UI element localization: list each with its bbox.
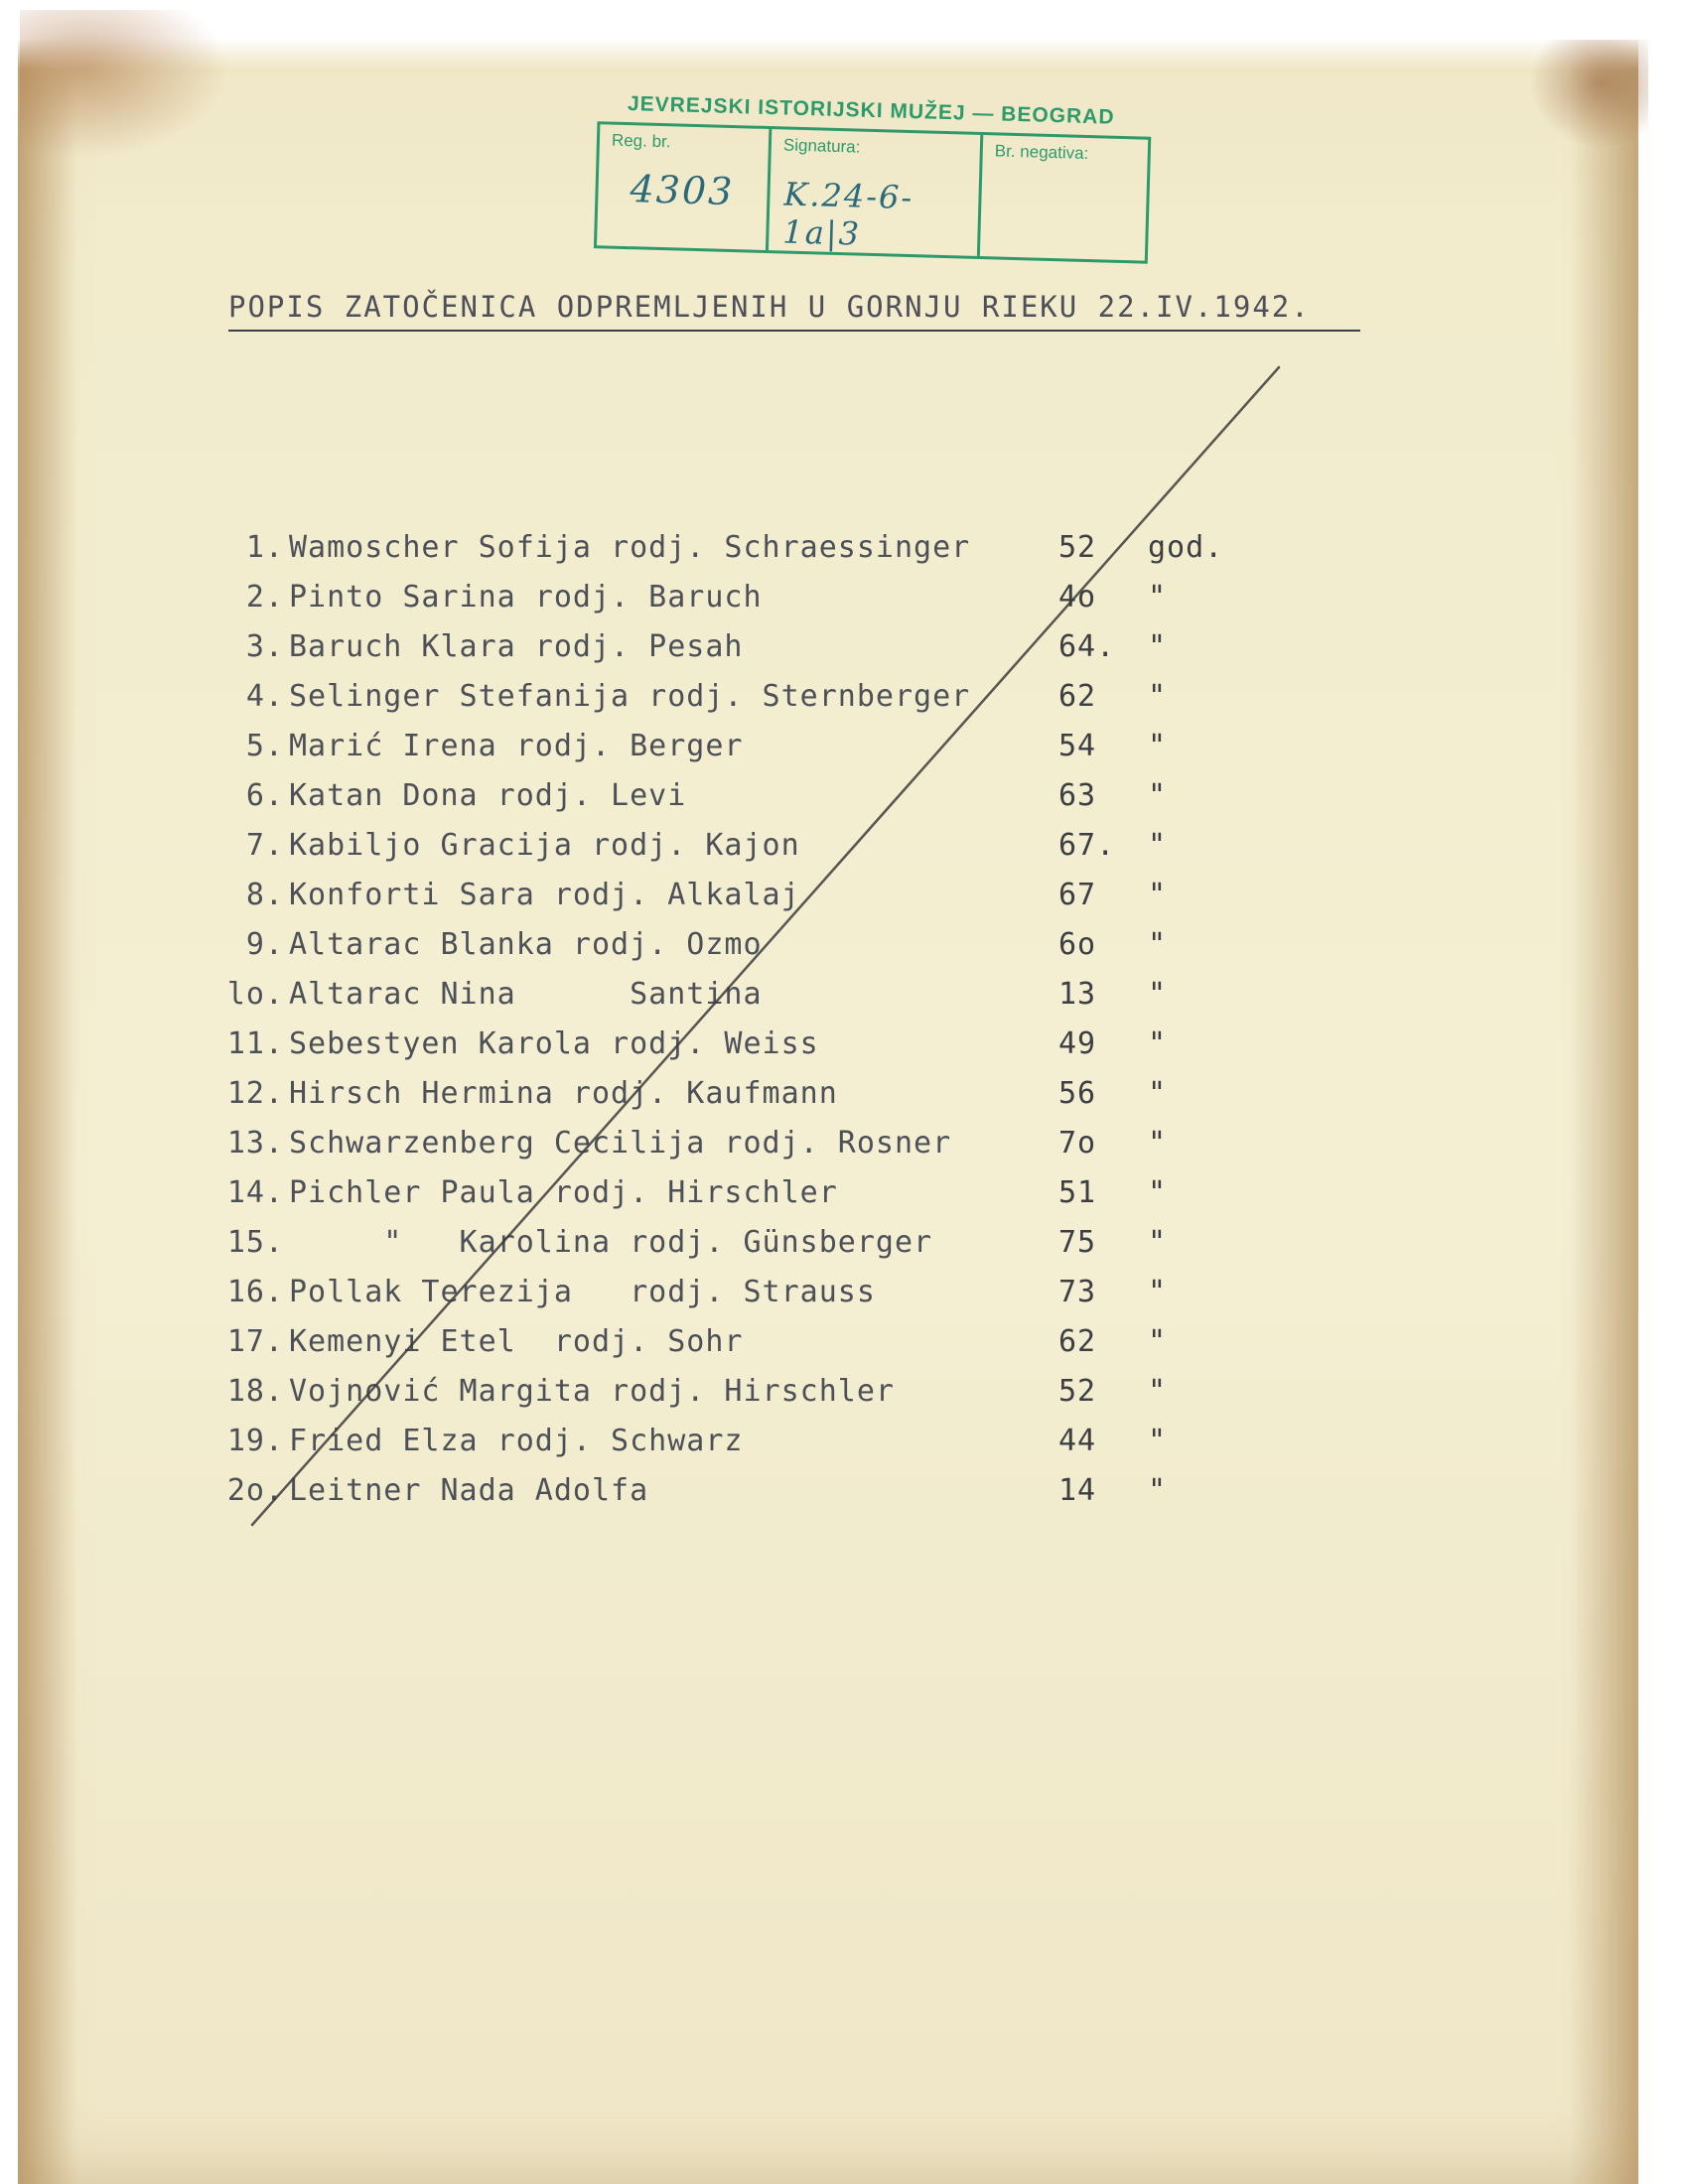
roster-number: 11.	[226, 1026, 284, 1061]
roster-age: 62	[1058, 1324, 1097, 1359]
roster-name: Schwarzenberg Cecilija rodj. Rosner	[289, 1126, 952, 1160]
museum-stamp	[594, 91, 1154, 266]
list-item	[224, 530, 1267, 580]
document-title: POPIS ZATOČENICA ODPREMLJENIH U GORNJU RIEKU 22.IV.1942.	[228, 290, 1360, 332]
list-item	[224, 729, 1267, 778]
roster-name: Leitner Nada Adolfa	[289, 1473, 649, 1508]
roster-unit: "	[1148, 1126, 1168, 1160]
list-item	[224, 679, 1267, 729]
roster-unit: "	[1148, 778, 1168, 813]
roster-age: 67	[1058, 878, 1097, 912]
stamp-reg-label: Reg. br.	[611, 130, 671, 152]
roster-name: Kemenyi Etel rodj. Sohr	[289, 1324, 744, 1359]
roster-age: 6o	[1058, 927, 1097, 962]
roster-age: 52	[1058, 1374, 1097, 1409]
roster-name: Altarac Nina Santina	[289, 977, 763, 1012]
roster-number: 9.	[245, 927, 284, 962]
roster-unit: "	[1148, 729, 1168, 763]
stamp-reg-cell	[597, 124, 772, 250]
roster-number: 2o.	[226, 1473, 284, 1508]
roster-number: 15.	[226, 1225, 284, 1260]
roster-number: 3.	[245, 629, 284, 664]
roster-name: Katan Dona rodj. Levi	[289, 778, 687, 813]
roster-unit: "	[1148, 629, 1168, 664]
list-item	[224, 1324, 1267, 1374]
list-item	[224, 580, 1267, 629]
roster-unit: god.	[1148, 530, 1224, 565]
roster-name: Baruch Klara rodj. Pesah	[289, 629, 744, 664]
roster-age: 73	[1058, 1275, 1097, 1309]
list-item	[224, 927, 1267, 977]
stamp-signatura-cell	[769, 129, 983, 256]
roster-name: Altarac Blanka rodj. Ozmo	[289, 927, 763, 962]
roster-unit: "	[1148, 1076, 1168, 1111]
roster-number: 16.	[226, 1275, 284, 1309]
roster-age: 7o	[1058, 1126, 1097, 1160]
list-item	[224, 828, 1267, 878]
roster-number: 14.	[226, 1175, 284, 1210]
roster-name: Pollak Terezija rodj. Strauss	[289, 1275, 876, 1309]
stamp-signatura-label: Signatura:	[782, 135, 861, 157]
roster-age: 44	[1058, 1424, 1097, 1458]
roster-name: Konforti Sara rodj. Alkalaj	[289, 878, 800, 912]
roster-age: 52	[1058, 530, 1097, 565]
roster-unit: "	[1148, 1424, 1168, 1458]
corner-tear-left	[20, 10, 228, 159]
list-item	[224, 629, 1267, 679]
roster-number: 1.	[245, 530, 284, 565]
roster-age: 62	[1058, 679, 1097, 714]
roster-number: 13.	[226, 1126, 284, 1160]
roster-number: 7.	[245, 828, 284, 863]
roster-age: 14	[1058, 1473, 1097, 1508]
edge-stain-right	[1569, 0, 1638, 2184]
edge-stain-left	[18, 0, 77, 2184]
roster-age: 56	[1058, 1076, 1097, 1111]
stamp-negative-cell	[980, 135, 1148, 261]
list-item	[224, 1026, 1267, 1076]
roster-number: 5.	[245, 729, 284, 763]
stamp-negative-label: Br. negativa:	[994, 141, 1089, 164]
list-item	[224, 1076, 1267, 1126]
list-item	[224, 1275, 1267, 1324]
roster-unit: "	[1148, 927, 1168, 962]
list-item	[224, 977, 1267, 1026]
roster-number: 6.	[245, 778, 284, 813]
roster-unit: "	[1148, 828, 1168, 863]
stamp-institution: JEVREJSKI ISTORIJSKI MUŽEJ — BEOGRAD	[627, 92, 1115, 129]
roster-unit: "	[1148, 878, 1168, 912]
roster-name: Hirsch Hermina rodj. Kaufmann	[289, 1076, 838, 1111]
roster-age: 49	[1058, 1026, 1097, 1061]
roster-age: 75	[1058, 1225, 1097, 1260]
roster-unit: "	[1148, 1026, 1168, 1061]
roster-name: Pichler Paula rodj. Hirschler	[289, 1175, 838, 1210]
list-item	[224, 778, 1267, 828]
roster-number: 2.	[245, 580, 284, 614]
roster-age: 13	[1058, 977, 1097, 1012]
roster-name: Fried Elza rodj. Schwarz	[289, 1424, 744, 1458]
roster-number: 18.	[226, 1374, 284, 1409]
roster-unit: "	[1148, 1175, 1168, 1210]
list-item	[224, 878, 1267, 927]
roster-age: 51	[1058, 1175, 1097, 1210]
stamp-signatura-value: K.24-6-1a|3	[781, 175, 914, 253]
roster-unit: "	[1148, 679, 1168, 714]
roster-name: Sebestyen Karola rodj. Weiss	[289, 1026, 819, 1061]
roster-name: Vojnović Margita rodj. Hirschler	[289, 1374, 895, 1409]
stamp-reg-value: 4303	[630, 167, 735, 214]
stamp-box	[594, 121, 1151, 264]
roster-number: 8.	[245, 878, 284, 912]
list-item	[224, 1424, 1267, 1473]
roster-name: Kabiljo Gracija rodj. Kajon	[289, 828, 800, 863]
list-item	[224, 1473, 1267, 1523]
roster-unit: "	[1148, 1473, 1168, 1508]
roster-name: Pinto Sarina rodj. Baruch	[289, 580, 763, 614]
roster-name: Wamoscher Sofija rodj. Schraessinger	[289, 530, 971, 565]
roster-age: 63	[1058, 778, 1097, 813]
roster-unit: "	[1148, 1324, 1168, 1359]
roster-unit: "	[1148, 1374, 1168, 1409]
roster-number: lo.	[226, 977, 284, 1012]
list-item	[224, 1175, 1267, 1225]
roster-unit: "	[1148, 977, 1168, 1012]
roster-age: 67.	[1058, 828, 1116, 863]
roster-number: 4.	[245, 679, 284, 714]
roster-age: 54	[1058, 729, 1097, 763]
roster-name: " Karolina rodj. Günsberger	[289, 1225, 933, 1260]
roster-age: 64.	[1058, 629, 1116, 664]
roster-number: 19.	[226, 1424, 284, 1458]
roster-unit: "	[1148, 1225, 1168, 1260]
roster-unit: "	[1148, 1275, 1168, 1309]
torn-top-edge	[18, 0, 1638, 69]
roster-name: Selinger Stefanija rodj. Sternberger	[289, 679, 971, 714]
roster-unit: "	[1148, 580, 1168, 614]
roster-age: 4o	[1058, 580, 1097, 614]
roster-name: Marić Irena rodj. Berger	[289, 729, 744, 763]
roster-number: 17.	[226, 1324, 284, 1359]
roster-list	[224, 530, 1267, 1523]
roster-number: 12.	[226, 1076, 284, 1111]
list-item	[224, 1225, 1267, 1275]
corner-tear-right	[1529, 40, 1648, 149]
list-item	[224, 1374, 1267, 1424]
list-item	[224, 1126, 1267, 1175]
